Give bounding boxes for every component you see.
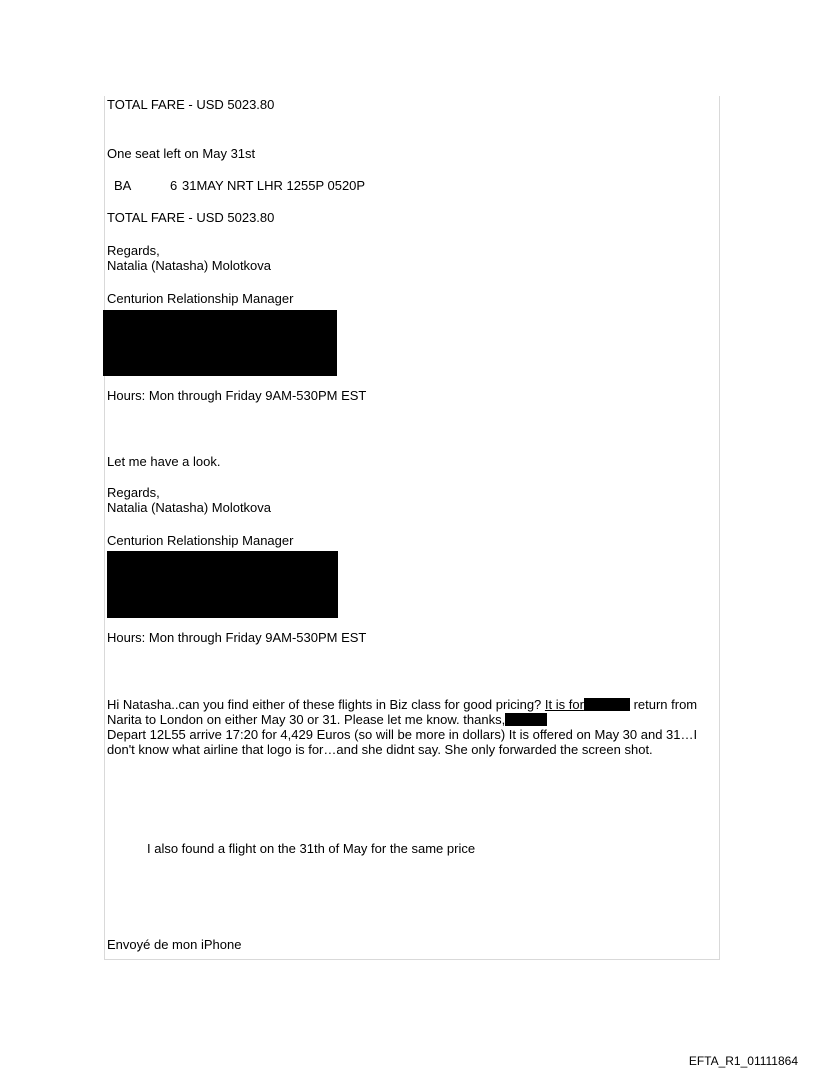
signature-1-hours: Hours: Mon through Friday 9AM-530PM EST [107, 388, 367, 403]
redaction-inline-2 [505, 713, 547, 726]
signature-1-title: Centurion Relationship Manager [107, 291, 294, 306]
total-fare-1: TOTAL FARE - USD 5023.80 [107, 97, 275, 112]
redaction-block-1 [103, 310, 337, 376]
itinerary-line [114, 178, 365, 193]
itinerary-airline: BA [114, 178, 132, 193]
itinerary-details: 31MAY NRT LHR 1255P 0520P [182, 178, 366, 193]
found-note: I also found a flight on the 31th of May for the same price [147, 841, 476, 856]
signature-2-regards: Regards, [107, 485, 160, 500]
request-part-2: It is for [544, 697, 584, 712]
signature-1-regards: Regards, [107, 243, 160, 258]
request-line-3: Depart 12L55 arrive 17:20 for 4,429 Euros (so will be more in dollars) It is offered on May 30 and 31…I don't know what airline that logo is for…and she didnt say. She only forwarded the screen shot. [107, 727, 698, 757]
email-border [104, 96, 720, 960]
document-id: EFTA_R1_01111864 [688, 1054, 798, 1068]
request-part-1: Hi Natasha..can you find either of these flights in Biz class for good pricing? [107, 697, 542, 712]
seat-note: One seat left on May 31st [107, 146, 256, 161]
redaction-inline-1 [584, 698, 630, 711]
signature-2-hours: Hours: Mon through Friday 9AM-530PM EST [107, 630, 367, 645]
total-fare-2: TOTAL FARE - USD 5023.80 [107, 210, 275, 225]
look-note: Let me have a look. [107, 454, 221, 469]
request-message [107, 697, 717, 757]
signature-2-name: Natalia (Natasha) Molotkova [107, 500, 272, 515]
signature-1-name: Natalia (Natasha) Molotkova [107, 258, 272, 273]
request-part-3: return from Narita to London on either May 30 or 31. Please let me know. thanks, [107, 697, 698, 727]
itinerary-flight-no: 6 [170, 178, 178, 193]
sent-from: Envoyé de mon iPhone [107, 937, 242, 952]
redaction-block-2 [107, 551, 338, 618]
signature-2-title: Centurion Relationship Manager [107, 533, 294, 548]
